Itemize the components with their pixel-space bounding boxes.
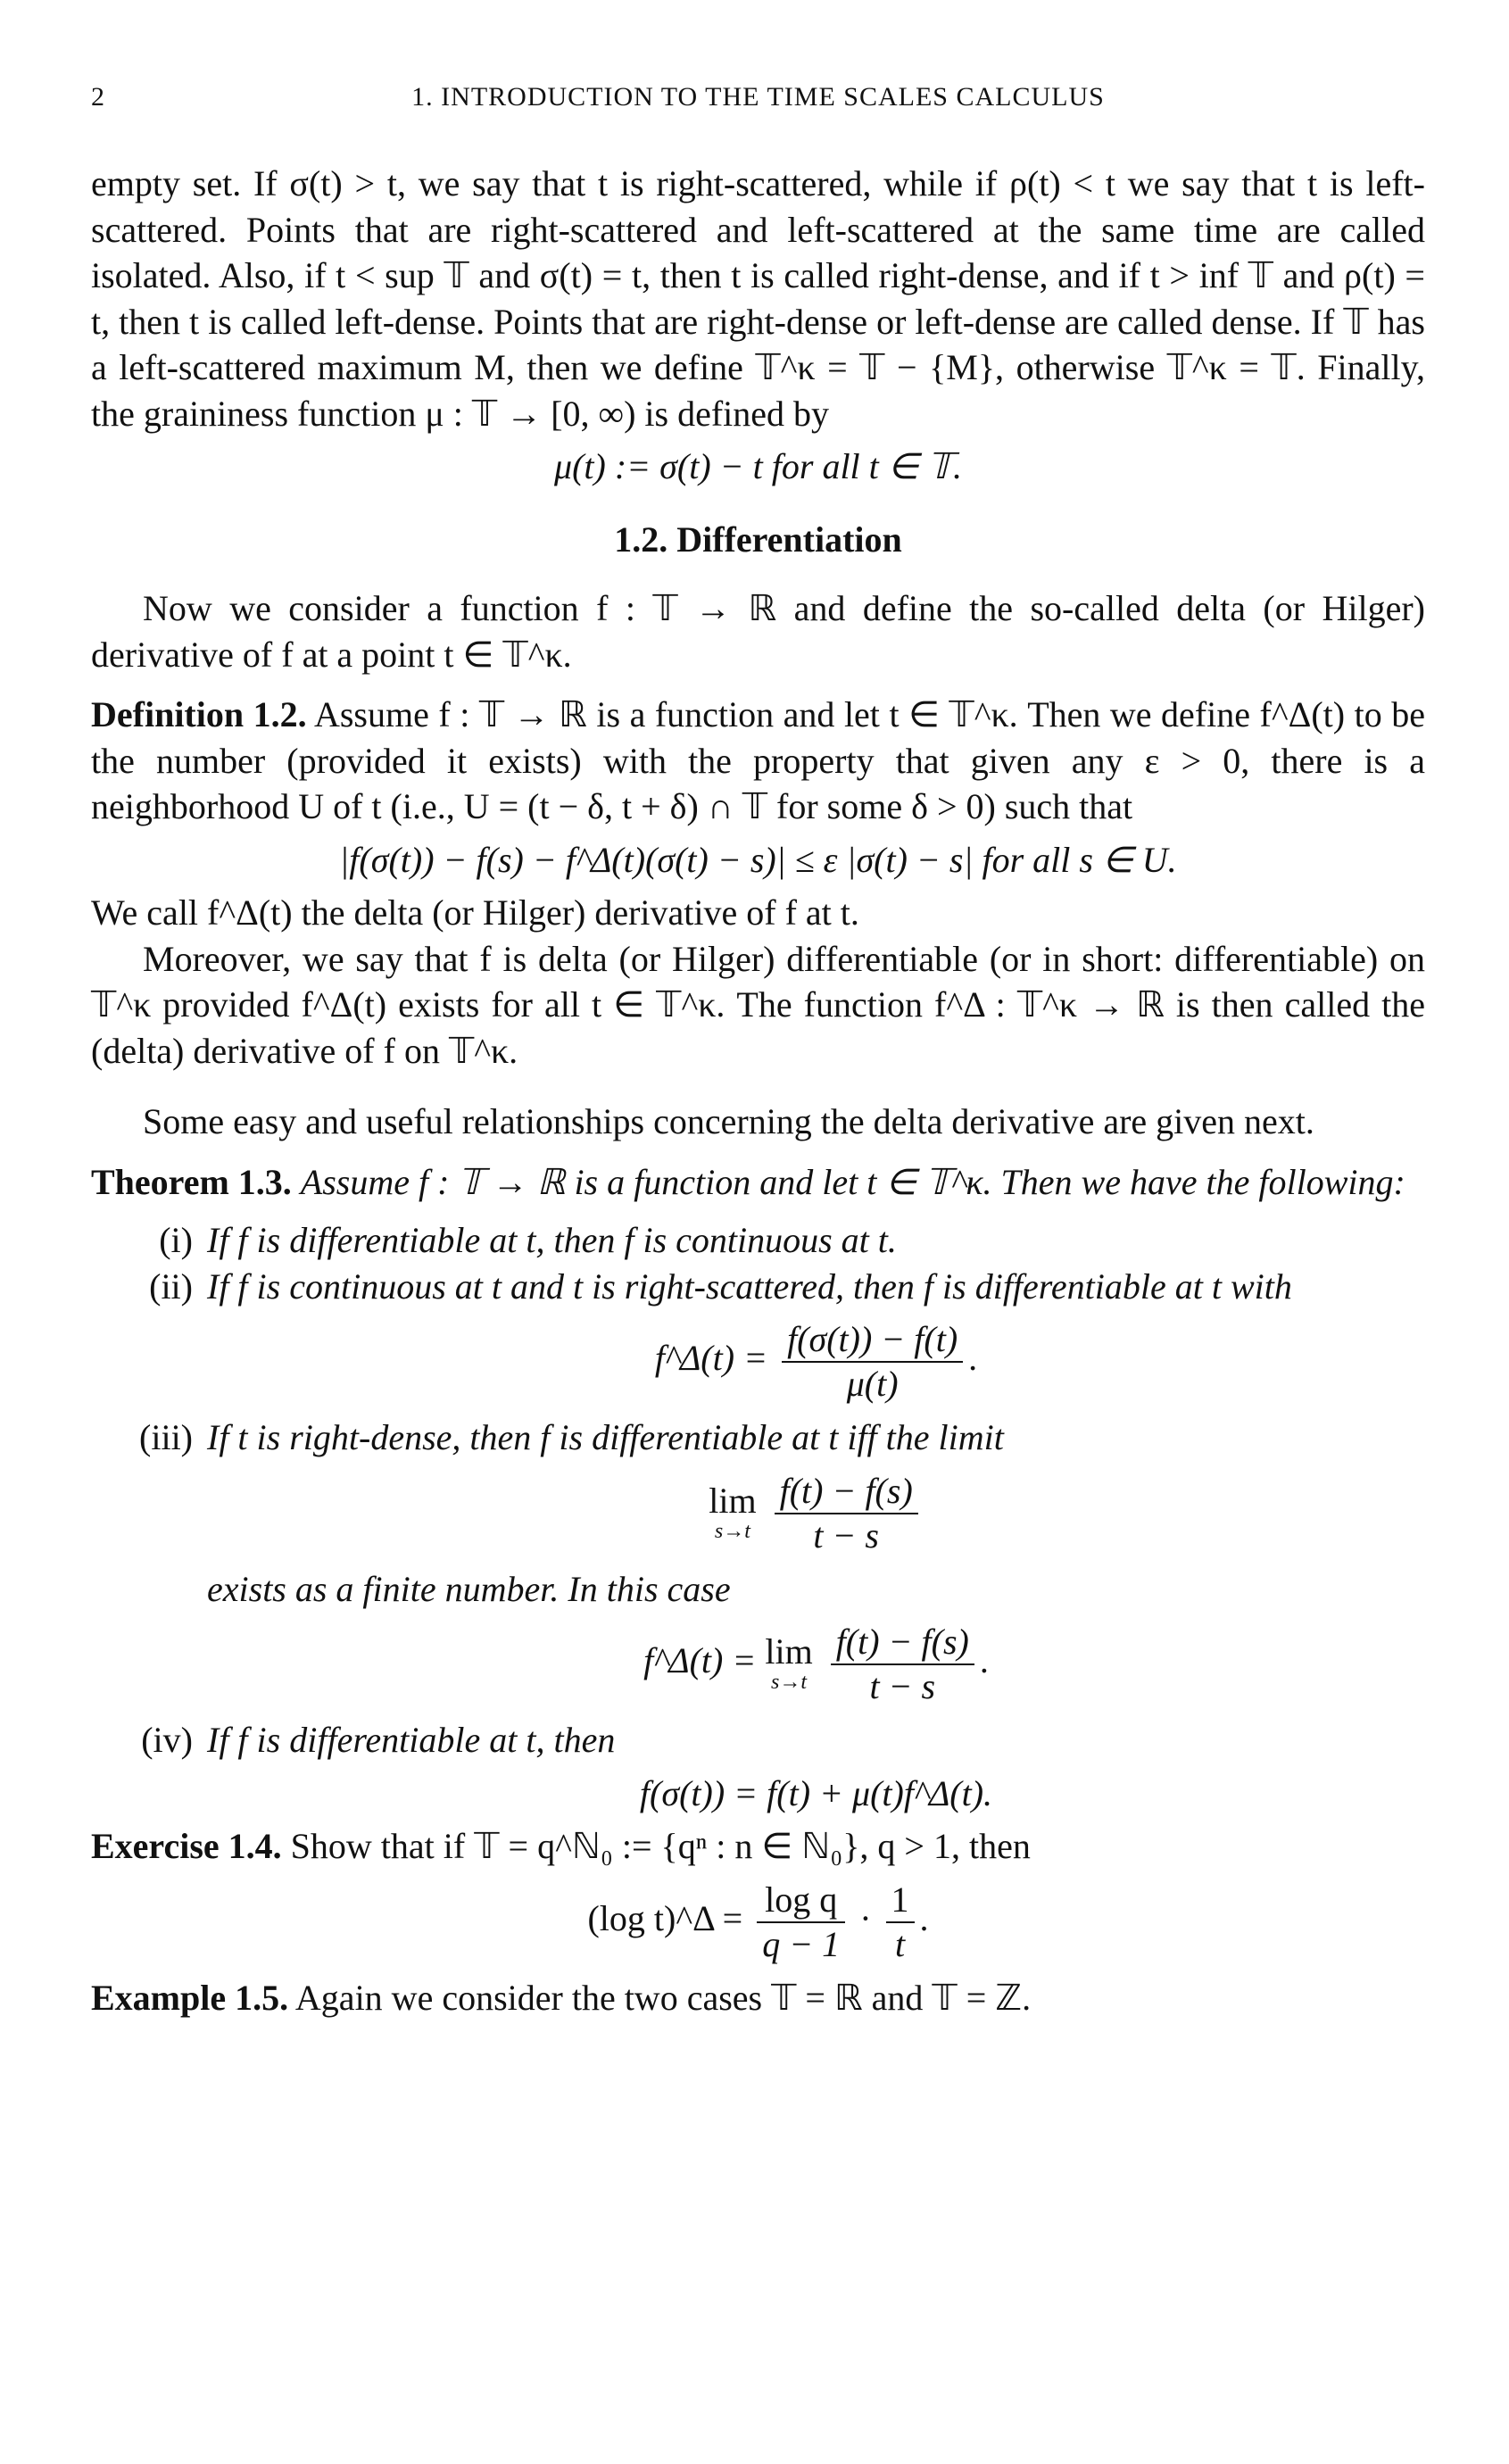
theorem-item-ii: (ii) If f is continuous at t and t is right-scattered, then f is differentiable at t with f^Δ(t) = $\frac{f(\sigma(t)) - f(t)}{\mu(t)}$ .	[127, 1264, 1425, 1406]
limit-exists-text: exists as a finite number. In this case	[207, 1568, 731, 1609]
definition-text: Assume f : 𝕋 → ℝ is a function and let t ∈ 𝕋^κ. Then we define f^Δ(t) to be the number (provided it exists) with the property that given any ε > 0, there is a neighborhood U of t (i.e., U = (t − δ, t + δ) ∩ 𝕋 for some δ > 0) such that	[91, 694, 1425, 826]
definition-label: Definition 1.2.	[91, 694, 307, 734]
equation-graininess: μ(t) := σ(t) − t for all t ∈ 𝕋.	[554, 446, 962, 486]
equation-right-dense: f^Δ(t) = lim s→t $\frac{f(t) - f(s)}{t - s}$ .	[643, 1622, 989, 1706]
paragraph-intro-derivative: Now we consider a function f : 𝕋 → ℝ and define the so-called delta (or Hilger) derivative of f at a point t ∈ 𝕋^κ.	[91, 588, 1425, 675]
theorem-items	[127, 1217, 1425, 1816]
example-label: Example 1.5.	[91, 1977, 289, 2018]
paragraph-delta-derivative: We call f^Δ(t) the delta (or Hilger) derivative of f at t.	[91, 892, 859, 933]
equation-sigma-identity: f(σ(t)) = f(t) + μ(t)f^Δ(t).	[639, 1772, 993, 1813]
example-1-5	[91, 1975, 1425, 2021]
theorem-1-3	[91, 1159, 1425, 1206]
theorem-item-i: (i) If f is differentiable at t, then f is continuous at t.	[159, 1220, 897, 1260]
theorem-text: Assume f : 𝕋 → ℝ is a function and let t ∈ 𝕋^κ. Then we have the following:	[300, 1161, 1405, 1202]
paragraph-relationships: Some easy and useful relationships concerning the delta derivative are given next.	[143, 1101, 1314, 1141]
exercise-label: Exercise 1.4.	[91, 1826, 282, 1866]
running-header	[91, 82, 1425, 118]
equation-limit: lim s→t $\frac{f(t) - f(s)}{t - s}$	[207, 1470, 1425, 1557]
theorem-item-iv: (iv) If f is differentiable at t, then f(σ(t)) = f(t) + μ(t)f^Δ(t).	[127, 1717, 1425, 1816]
equation-definition: |f(σ(t)) − f(s) − f^Δ(t)(σ(t) − s)| ≤ ε |σ(t) − s| for all s ∈ U.	[339, 839, 1177, 880]
section-title: 1.2. Differentiation	[614, 519, 902, 560]
definition-1-2	[91, 692, 1425, 830]
paragraph-scattered-points: empty set. If σ(t) > t, we say that t is right-scattered, while if ρ(t) < t we say that t is left-scattered. Points that are right-scattered and left-scattered at the same time are called isolated. Also, if t < sup 𝕋 and σ(t) = t, then t is called right-dense, and if t > inf 𝕋 and ρ(t) = t, then t is called left-dense. Points that are right-dense or left-dense are called dense. If 𝕋 has a left-scattered maximum M, then we define 𝕋^κ = 𝕋 − {M}, otherwise 𝕋^κ = 𝕋. Finally, the graininess function μ : 𝕋 → [0, ∞) is defined by	[91, 163, 1425, 434]
equation-log-derivative: (log t)^Δ = $\frac{\text{log q}}{q - 1}$ · $\frac{1}{t}$ .	[587, 1879, 929, 1964]
page-number: 2	[91, 82, 105, 112]
example-text: Again we consider the two cases 𝕋 = ℝ and 𝕋 = ℤ.	[294, 1977, 1032, 2018]
theorem-label: Theorem 1.3.	[91, 1161, 292, 1202]
exercise-1-4	[91, 1823, 1425, 1870]
running-title: 1. INTRODUCTION TO THE TIME SCALES CALCULUS	[411, 82, 1105, 112]
exercise-text: Show that if 𝕋 = q^ℕ₀ := {qⁿ : n ∈ ℕ₀}, q > 1, then	[290, 1826, 1031, 1866]
paragraph-differentiable: Moreover, we say that f is delta (or Hilger) differentiable (or in short: differentiable) on 𝕋^κ provided f^Δ(t) exists for all t ∈ 𝕋^κ. The function f^Δ : 𝕋^κ → ℝ is then called the (delta) derivative of f on 𝕋^κ.	[91, 938, 1425, 1071]
theorem-item-iii: (iii) If t is right-dense, then f is differentiable at t iff the limit lim s→t $\frac{f(t) - f(s)}{t - s}$ exists as a finite number. In this case f^Δ(t) = lim s→t $\frac{f(t) - f(s)}{t - s}$ .	[127, 1415, 1425, 1708]
equation-right-scattered: f^Δ(t) = $\frac{f(\sigma(t)) - f(t)}{\mu(t)}$ .	[654, 1319, 978, 1404]
page-body	[91, 161, 1425, 2020]
